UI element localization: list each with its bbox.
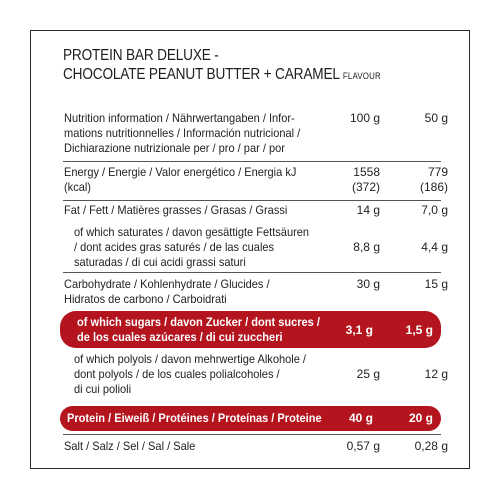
sugars-label (77, 315, 324, 345)
energy-label-line: Energy / Energie / Valor energético / Energia kJ (64, 165, 297, 179)
title-line-1: PROTEIN BAR DELUXE - (63, 47, 219, 64)
flavour-label: FLAVOUR (342, 71, 381, 81)
protein-highlight-band (60, 406, 441, 431)
energy-100g-kcal: (372) (351, 180, 380, 194)
protein-label: Protein / Eiweiß / Protéines / Proteínas / Proteine (67, 411, 322, 425)
carbohydrate-label-line: Hidratos de carbono / Carboidrati (64, 292, 227, 306)
protein-50g: 20 g (408, 411, 433, 425)
energy-50g (388, 165, 448, 195)
title-line-2-text: CHOCOLATE PEANUT BUTTER + CARAMEL (63, 66, 340, 83)
header-label-line: mations nutritionnelles / Información nutricional / (64, 126, 301, 140)
product-title (63, 46, 415, 86)
title-line-2 (63, 65, 415, 86)
energy-50g-kj: 779 (427, 165, 448, 179)
saturates-label (74, 225, 321, 270)
fat-100g: 14 g (356, 203, 380, 217)
header-col-50g: 50 g (424, 111, 448, 125)
carbohydrate-50g: 15 g (424, 277, 448, 291)
polyols-label-line: di cui polioli (74, 382, 132, 396)
sugars-label-line: de los cuales azúcares / di cui zuccheri (77, 330, 283, 344)
divider (63, 272, 441, 273)
saturates-100g: 8,8 g (353, 240, 380, 254)
divider (63, 200, 441, 201)
polyols-label-line: dont polyols / de los cuales polialcoholes / (74, 367, 280, 381)
carbohydrate-label-line: Carbohydrate / Kohlenhydrate / Glucides / (64, 277, 270, 291)
sugars-100g: 3,1 g (345, 323, 373, 337)
salt-50g: 0,28 g (414, 439, 448, 453)
fat-label: Fat / Fett / Matières grasses / Grasas / Grassi (64, 203, 288, 217)
energy-label-line: (kcal) (64, 180, 91, 194)
header-label (64, 111, 311, 156)
saturates-label-line: / dont acides gras saturés / de las cuales (74, 240, 275, 254)
sugars-highlight-band (60, 311, 441, 348)
polyols-50g: 12 g (424, 367, 448, 381)
polyols-label (74, 352, 321, 397)
salt-label: Salt / Salz / Sel / Sal / Sale (64, 439, 196, 453)
saturates-50g: 4,4 g (421, 240, 448, 254)
polyols-100g: 25 g (356, 367, 380, 381)
header-label-line: Nutrition information / Nährwertangaben / Infor- (64, 111, 295, 125)
protein-100g: 40 g (348, 411, 373, 425)
saturates-label-line: of which saturates / davon gesättigte Fettsäuren (74, 225, 310, 239)
polyols-label-line: of which polyols / davon mehrwertige Alkohole / (74, 352, 306, 366)
carbohydrate-100g: 30 g (356, 277, 380, 291)
fat-50g: 7,0 g (421, 203, 448, 217)
divider (63, 161, 441, 162)
divider (63, 434, 441, 435)
energy-50g-kcal: (186) (419, 180, 448, 194)
header-col-100g: 100 g (349, 111, 380, 125)
salt-100g: 0,57 g (346, 439, 380, 453)
header-label-line: Dichiarazione nutrizionale per / pro / par / por (64, 141, 285, 155)
carbohydrate-label (64, 277, 311, 307)
energy-100g-kj: 1558 (353, 165, 380, 179)
sugars-50g: 1,5 g (405, 323, 433, 337)
saturates-label-line: saturadas / di cui acidi grassi saturi (74, 255, 246, 269)
energy-label (64, 165, 311, 195)
sugars-label-line: of which sugars / davon Zucker / dont sucres / (77, 315, 320, 329)
energy-100g (320, 165, 380, 195)
